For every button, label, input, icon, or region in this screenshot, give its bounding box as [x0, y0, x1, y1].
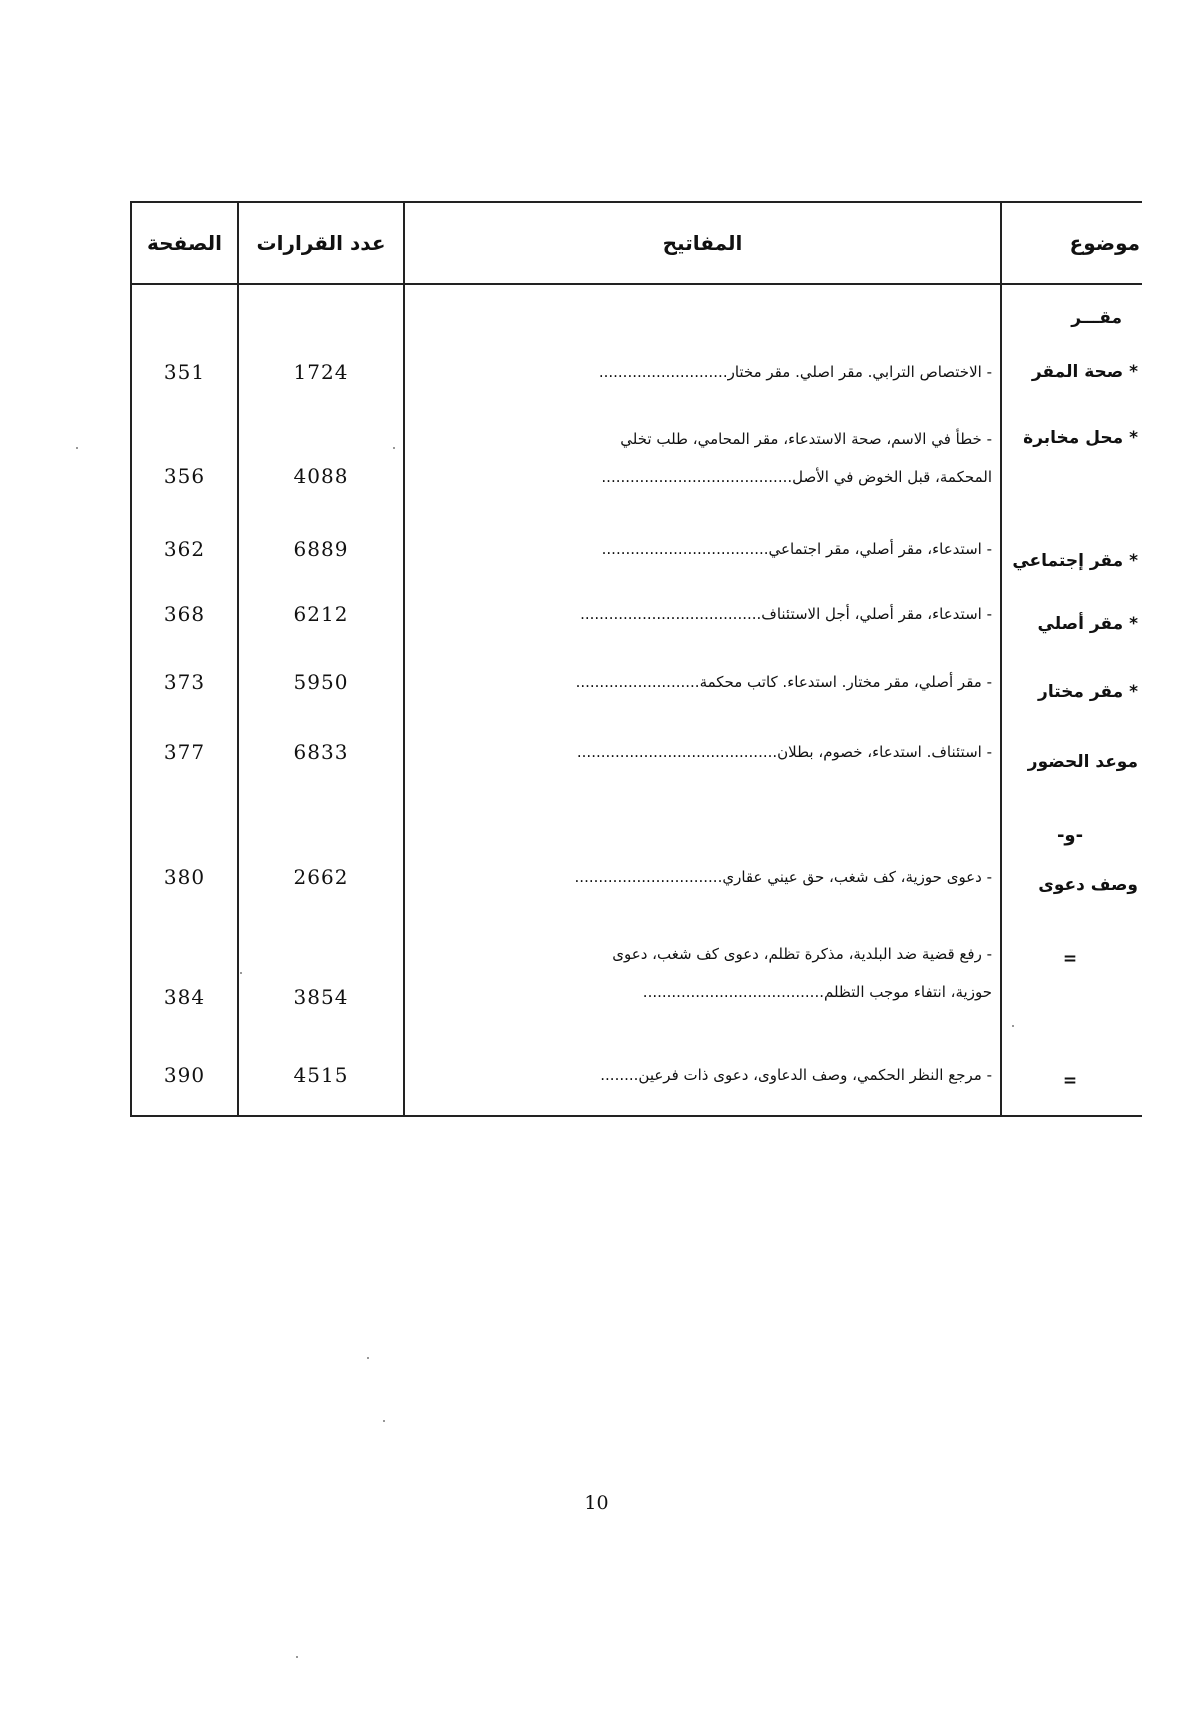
- page-number: 380: [163, 865, 206, 889]
- scan-speck: [296, 1656, 298, 1658]
- decision-count: 4515: [293, 1063, 349, 1087]
- page-number: 351: [163, 360, 206, 384]
- table-row: [132, 341, 1142, 403]
- page-number: 377: [163, 740, 206, 764]
- page-number: 390: [163, 1063, 206, 1087]
- keywords: [405, 721, 1000, 783]
- keywords-line: - استدعاء، مقر أصلي، مقر اجتماعي...................................: [601, 540, 992, 558]
- page-number: 384: [163, 985, 206, 1009]
- scan-speck: [240, 972, 242, 974]
- header-keywords: المفاتيح: [662, 231, 743, 255]
- decision-count: 6212: [293, 602, 349, 626]
- keywords: [405, 583, 1000, 645]
- decision-count: 4088: [293, 464, 349, 488]
- decision-count: 6833: [293, 740, 349, 764]
- table-row: [132, 846, 1142, 908]
- page-number-footer: 10: [584, 1492, 609, 1514]
- keywords-line: حوزية، انتفاء موجب التظلم......................................: [642, 983, 992, 1001]
- scan-speck: [383, 1420, 385, 1422]
- table-row: [132, 408, 1142, 508]
- scan-speck: [1012, 1025, 1014, 1027]
- keywords-line: - استئناف. استدعاء، خصوم، بطلان..........................................: [576, 743, 992, 761]
- table-row: [132, 721, 1142, 783]
- group-title-row: [132, 298, 1142, 338]
- keywords-line: - استدعاء، مقر أصلي، أجل الاستئناف......................................: [580, 605, 992, 623]
- page-number: 362: [163, 537, 206, 561]
- header-subject: موضوع: [1069, 231, 1140, 255]
- decision-count: 3854: [293, 985, 349, 1009]
- section-letter: -و-: [1056, 824, 1084, 846]
- page-number: 373: [163, 670, 206, 694]
- keywords-line: - الاختصاص الترابي. مقر اصلي. مقر مختار...........................: [598, 363, 992, 381]
- header-page: الصفحة: [147, 231, 223, 255]
- keywords: [405, 518, 1000, 580]
- header-decision-count: عدد القرارات: [256, 231, 386, 255]
- decision-count: 5950: [293, 670, 349, 694]
- decision-count: 1724: [293, 360, 349, 384]
- subject-label: * محل مخابرة: [1023, 428, 1138, 448]
- subject-label: * مقر إجتماعي: [1012, 551, 1138, 571]
- scan-speck: [367, 1357, 369, 1359]
- page-number: 368: [163, 602, 206, 626]
- keywords: [405, 1045, 1000, 1105]
- subject-label: وصف دعوى: [1038, 875, 1138, 895]
- subject-label: * صحة المقر: [1031, 362, 1138, 382]
- index-table: [130, 201, 1142, 1117]
- keywords-line: - خطأ في الاسم، صحة الاستدعاء، مقر المحامي، طلب تخلي: [620, 430, 992, 448]
- scan-speck: [76, 447, 78, 449]
- decision-count: 2662: [293, 865, 349, 889]
- keywords: [405, 408, 1000, 508]
- keywords-line: - دعوى حوزية، كف شغب، حق عيني عقاري...............................: [574, 868, 992, 886]
- table-row: [132, 923, 1142, 1023]
- keywords-line: - مقر أصلي، مقر مختار. استدعاء. كاتب محكمة..........................: [575, 673, 992, 691]
- keywords: [405, 923, 1000, 1023]
- keywords-line: - مرجع النظر الحكمي، وصف الدعاوى، دعوى ذات فرعين........: [600, 1066, 992, 1084]
- subject-label: =: [1062, 1071, 1078, 1091]
- table-row: [132, 651, 1142, 713]
- table-row: [132, 1045, 1142, 1105]
- table-row: [132, 583, 1142, 645]
- keywords-line: - رفع قضية ضد البلدية، مذكرة تظلم، دعوى كف شغب، دعوى: [612, 945, 992, 963]
- keywords: [405, 846, 1000, 908]
- table-row: [132, 518, 1142, 580]
- subject-label: * مقر أصلي: [1037, 614, 1138, 634]
- subject-label: * مقر مختار: [1038, 682, 1138, 702]
- keywords-line: المحكمة، قبل الخوض في الأصل........................................: [601, 468, 992, 486]
- decision-count: 6889: [293, 537, 349, 561]
- page-number: 356: [163, 464, 206, 488]
- keywords: [405, 651, 1000, 713]
- scan-speck: [393, 447, 395, 449]
- keywords: [405, 341, 1000, 403]
- subject-label: =: [1062, 949, 1078, 969]
- header-divider: [132, 283, 1142, 285]
- group-title: مقـــر: [1071, 308, 1122, 328]
- subject-label: موعد الحضور: [1027, 752, 1138, 772]
